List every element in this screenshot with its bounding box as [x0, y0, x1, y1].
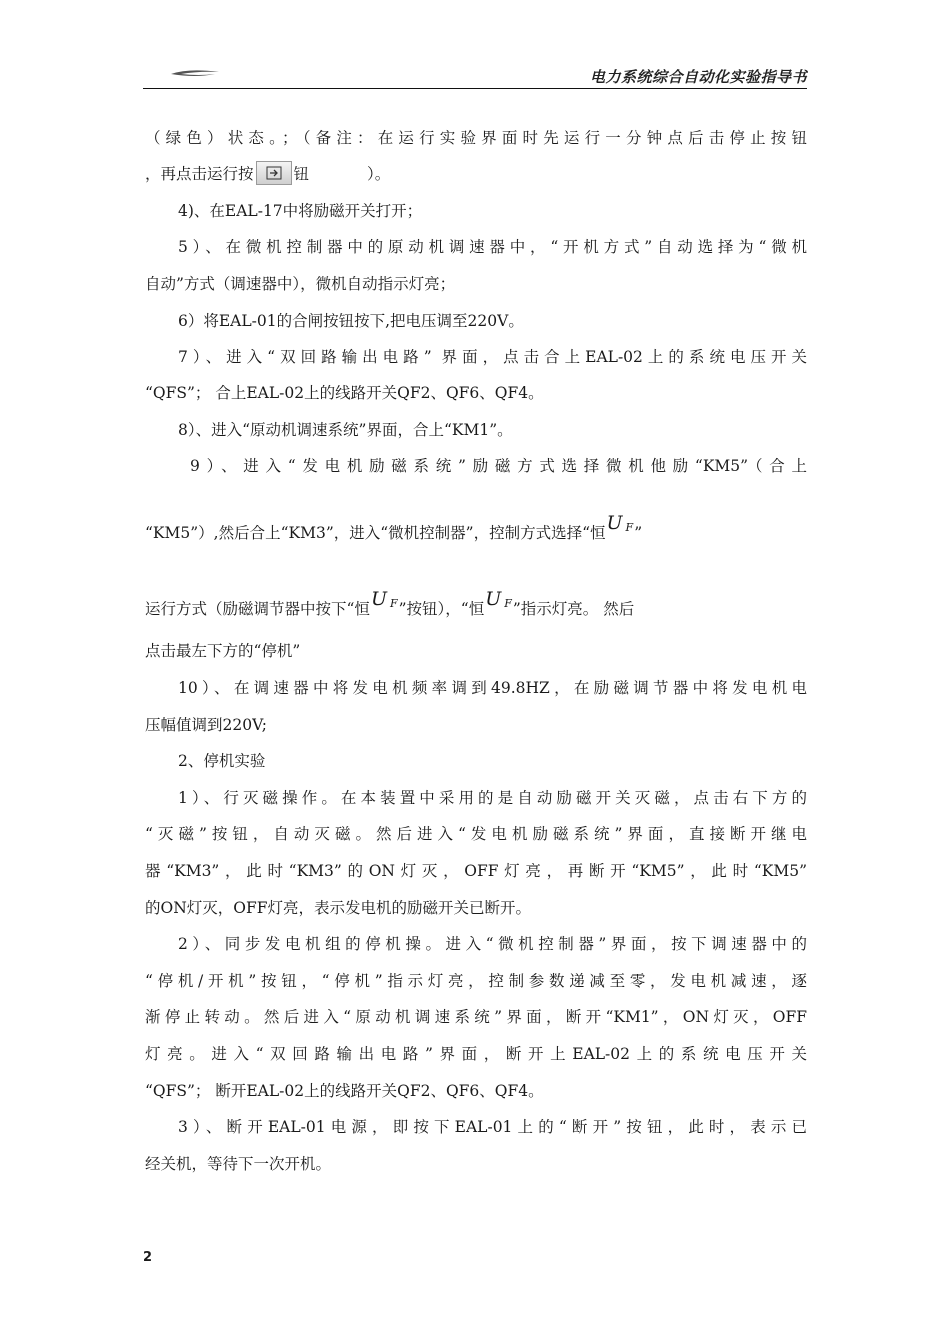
- text-line: “QFS”； 断开EAL-02上的线路开关QF2、QF6、QF4。: [145, 1082, 544, 1100]
- text-line: [145, 163, 390, 187]
- text-line: “QFS”； 合上EAL-02上的线路开关QF2、QF6、QF4。: [145, 384, 544, 402]
- section-heading: 2、停机实验: [178, 752, 266, 770]
- page-header: [143, 60, 807, 90]
- text-line: “灭磁”按钮，自动灭磁。然后进入“发电机励磁系统”界面，直接断开继电: [145, 825, 807, 843]
- header-title: 电力系统综合自动化实验指导书: [589, 68, 807, 86]
- text-line: 1）、行灭磁操作。在本装置中采用的是自动励磁开关灭磁，点击右下方的: [178, 789, 807, 807]
- text-line: 经关机，等待下一次开机。: [145, 1155, 332, 1173]
- text-line: [145, 588, 635, 622]
- text-fragment: “KM5”）,然后合上“KM3”，进入“微机控制器”，控制方式选择“恒: [145, 524, 606, 542]
- text-line: 7）、进入“双回路输出电路” 界面，点击合上EAL-02上的系统电压开关: [178, 348, 807, 366]
- text-line: 8）、进入“原动机调速系统”界面，合上“KM1”。: [178, 421, 513, 439]
- uf-symbol: U $_F$: [485, 588, 512, 610]
- text-line: 3）、断开EAL-01电源，即按下EAL-01上的“断开”按钮，此时，表示已: [178, 1118, 807, 1136]
- text-line: “停机/开机”按钮，“停机”指示灯亮，控制参数递减至零，发电机减速，逐: [145, 972, 807, 990]
- text-line: 灯亮。进入“双回路输出电路”界面，断开上EAL-02上的系统电压开关: [145, 1045, 807, 1063]
- text-line: 器“KM3”，此时“KM3”的ON灯灭，OFF灯亮，再断开“KM5”，此时“KM5”: [145, 862, 807, 880]
- text-fragment: ”按钮），“恒: [398, 600, 485, 618]
- text-line: 点击最左下方的“停机”: [145, 642, 301, 660]
- text-line: 2）、同步发电机组的停机操。进入“微机控制器”界面，按下调速器中的: [178, 935, 807, 953]
- text-fragment: ”: [634, 524, 643, 542]
- text-line: 6）将EAL-01的合闸按钮按下,把电压调至220V。: [178, 312, 524, 330]
- text-line: 渐停止转动。然后进入“原动机调速系统”界面，断开“KM1”，ON灯灭，OFF: [145, 1008, 807, 1026]
- text-fragment: 运行方式（励磁调节器中按下“恒: [145, 600, 370, 618]
- text-line: 5）、在微机控制器中的原动机调速器中，“开机方式”自动选择为“微机: [178, 238, 807, 256]
- text-line: 自动”方式（调速器中），微机自动指示灯亮；: [145, 275, 456, 293]
- text-line: [145, 512, 643, 546]
- text-line: 4)、在EAL-17中将励磁开关打开；: [178, 202, 423, 220]
- uf-symbol: U $_F$: [606, 512, 634, 534]
- text-fragment: ，再点击运行按: [145, 165, 254, 183]
- text-line: 的ON灯灭，OFF灯亮，表示发电机的励磁开关已断开。: [145, 899, 531, 917]
- text-line: 10）、在调速器中将发电机频率调到49.8HZ，在励磁调节器中将发电机电: [178, 679, 807, 697]
- text-line: 压幅值调到220V;: [145, 716, 267, 734]
- text-fragment: 钮: [293, 165, 310, 183]
- text-fragment: ）。: [367, 165, 391, 183]
- text-line: （绿色）状态。；（备注：在运行实验界面时先运行一分钟点后击停止按钮: [145, 129, 807, 147]
- uf-symbol: U $_F$: [370, 588, 398, 610]
- logo-icon: [169, 68, 221, 78]
- run-button-icon: [256, 161, 292, 185]
- header-rule: [143, 88, 807, 89]
- text-fragment: ”指示灯亮。 然后: [512, 600, 635, 618]
- page-number: 2: [143, 1250, 153, 1265]
- text-line: 9）、进入“发电机励磁系统”励磁方式选择微机他励“KM5”（合上: [190, 457, 807, 475]
